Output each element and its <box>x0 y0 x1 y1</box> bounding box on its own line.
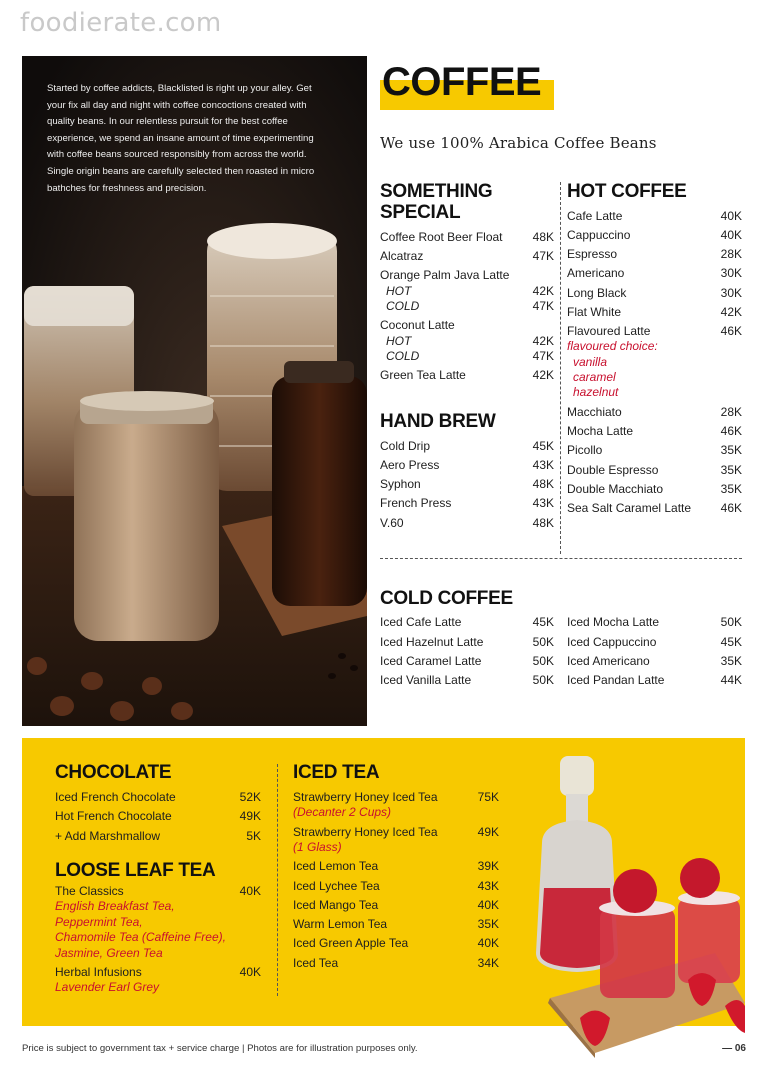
menu-item <box>380 672 554 688</box>
item-price: 43K <box>532 496 554 510</box>
intro-line: Started by coffee addicts, Blacklisted is right up your alley. Get <box>47 83 312 94</box>
chocolate-title: CHOCOLATE <box>55 762 172 783</box>
tea-note: (Decanter 2 Cups) <box>293 805 392 819</box>
item-price: 50K <box>720 615 742 629</box>
item-name: Warm Lemon Tea <box>293 917 388 931</box>
loose-leaf-tea-title: LOOSE LEAF TEA <box>55 860 216 881</box>
flavour-option: caramel <box>573 370 616 384</box>
item-price: 40K <box>720 209 742 223</box>
watermark: foodierate.com <box>20 8 222 38</box>
item-name: Double Espresso <box>567 463 659 477</box>
column-divider <box>277 764 278 996</box>
intro-line: with coffee beans sourced responsibly from across the world. <box>47 149 307 161</box>
variant-name: HOT <box>386 334 412 348</box>
item-price: 44K <box>720 673 742 687</box>
iced-tea-title: ICED TEA <box>293 762 380 783</box>
menu-item <box>567 208 742 224</box>
menu-item <box>293 955 499 971</box>
intro-paragraph <box>47 81 343 197</box>
item-name: Iced Tea <box>293 956 339 970</box>
item-price: 47K <box>532 349 554 363</box>
menu-item <box>380 248 554 264</box>
flavour-option: hazelnut <box>573 385 619 399</box>
menu-item <box>380 515 554 531</box>
item-name: Iced Caramel Latte <box>380 654 482 668</box>
menu-item <box>567 462 742 478</box>
menu-item <box>55 808 261 824</box>
coffee-photo-panel <box>22 56 367 726</box>
item-price: 35K <box>720 654 742 668</box>
item-name: Herbal Infusions <box>55 965 142 979</box>
menu-item <box>567 323 742 339</box>
item-name: Hot French Chocolate <box>55 809 172 823</box>
menu-item <box>567 672 742 688</box>
menu-item <box>567 481 742 497</box>
item-price: 45K <box>532 615 554 629</box>
menu-item <box>55 789 261 805</box>
menu-item <box>55 828 261 844</box>
item-name: + Add Marshmallow <box>55 829 161 843</box>
item-price: 40K <box>477 898 499 912</box>
item-price: 43K <box>532 458 554 472</box>
item-price: 30K <box>720 286 742 300</box>
item-price: 47K <box>532 299 554 313</box>
item-price: 43K <box>477 879 499 893</box>
item-name: The Classics <box>55 884 124 898</box>
footer-disclaimer: Price is subject to government tax + service charge | Photos are for illustration purposes only. <box>22 1043 418 1054</box>
item-name: Iced Mango Tea <box>293 898 379 912</box>
item-price: 35K <box>720 463 742 477</box>
menu-item <box>567 285 742 301</box>
item-name: Alcatraz <box>380 249 424 263</box>
item-price: 34K <box>477 956 499 970</box>
flavour-option: vanilla <box>573 355 608 369</box>
menu-item <box>567 404 742 420</box>
item-price: 52K <box>239 790 261 804</box>
item-name: Long Black <box>567 286 627 300</box>
menu-item <box>380 476 554 492</box>
coffee-title: COFFEE <box>382 60 542 104</box>
hot-coffee-title: HOT COFFEE <box>567 181 687 202</box>
item-name: Iced Hazelnut Latte <box>380 635 484 649</box>
menu-item <box>380 267 554 283</box>
item-name: Strawberry Honey Iced Tea <box>293 825 438 839</box>
menu-item <box>380 229 554 245</box>
menu-item <box>567 653 742 669</box>
item-name: Flat White <box>567 305 622 319</box>
iced-tea-illustration <box>520 748 745 1058</box>
menu-item <box>380 495 554 511</box>
section-divider <box>380 558 742 559</box>
menu-item-variant <box>380 298 554 314</box>
menu-item-variant <box>380 333 554 349</box>
item-name: Iced Lemon Tea <box>293 859 379 873</box>
item-name: Sea Salt Caramel Latte <box>567 501 692 515</box>
menu-item <box>380 317 554 333</box>
menu-item <box>293 878 499 894</box>
column-divider <box>560 182 561 554</box>
tea-note: Peppermint Tea, <box>55 915 143 929</box>
item-name: Syphon <box>380 477 421 491</box>
intro-line: quality beans. In our relentless pursuit for the best coffee <box>47 116 288 128</box>
menu-item-variant <box>380 348 554 364</box>
item-name: Iced Cafe Latte <box>380 615 462 629</box>
item-price: 50K <box>532 635 554 649</box>
item-price: 42K <box>532 368 554 382</box>
item-name: French Press <box>380 496 452 510</box>
intro-line: bathches for freshness and precision. <box>47 182 207 194</box>
item-price: 48K <box>532 230 554 244</box>
item-price: 50K <box>532 654 554 668</box>
item-name: Coffee Root Beer Float <box>380 230 503 244</box>
item-price: 45K <box>532 439 554 453</box>
item-name: V.60 <box>380 516 404 530</box>
tea-note: English Breakfast Tea, <box>55 899 175 913</box>
item-name: Macchiato <box>567 405 622 419</box>
menu-item <box>55 964 261 980</box>
item-price: 30K <box>720 266 742 280</box>
item-name: Americano <box>567 266 625 280</box>
item-price: 45K <box>720 635 742 649</box>
variant-name: COLD <box>386 299 420 313</box>
item-price: 48K <box>532 477 554 491</box>
variant-name: COLD <box>386 349 420 363</box>
tea-note: Lavender Earl Grey <box>55 980 160 994</box>
menu-item <box>567 423 742 439</box>
item-price: 75K <box>477 790 499 804</box>
menu-item <box>567 246 742 262</box>
menu-item <box>380 634 554 650</box>
menu-item <box>380 614 554 630</box>
menu-item <box>293 789 499 805</box>
menu-item <box>567 442 742 458</box>
item-price: 42K <box>720 305 742 319</box>
menu-item <box>380 457 554 473</box>
item-price: 40K <box>720 228 742 242</box>
hand-brew-title: HAND BREW <box>380 411 496 432</box>
menu-item <box>567 304 742 320</box>
menu-item <box>293 858 499 874</box>
item-name: Iced Vanilla Latte <box>380 673 472 687</box>
menu-item <box>567 634 742 650</box>
item-name: Iced Cappuccino <box>567 635 657 649</box>
tea-note: (1 Glass) <box>293 840 342 854</box>
title-line: SPECIAL <box>380 202 461 223</box>
menu-item <box>55 883 261 899</box>
item-name: Mocha Latte <box>567 424 634 438</box>
menu-item <box>567 227 742 243</box>
menu-item <box>567 614 742 630</box>
flavour-label: flavoured choice: <box>567 339 658 353</box>
menu-item <box>293 824 499 840</box>
item-name: Double Macchiato <box>567 482 664 496</box>
item-price: 46K <box>720 424 742 438</box>
item-name: Iced Lychee Tea <box>293 879 380 893</box>
item-price: 39K <box>477 859 499 873</box>
item-price: 35K <box>720 443 742 457</box>
item-name: Picollo <box>567 443 603 457</box>
page-number: — 06 <box>722 1043 746 1054</box>
item-name: Iced Americano <box>567 654 650 668</box>
item-price: 46K <box>720 501 742 515</box>
coffee-tagline: We use 100% Arabica Coffee Beans <box>380 134 657 152</box>
coffee-heading <box>380 62 554 110</box>
item-name: Green Tea Latte <box>380 368 466 382</box>
item-price: 46K <box>720 324 742 338</box>
item-name: Strawberry Honey Iced Tea <box>293 790 438 804</box>
item-name: Iced Pandan Latte <box>567 673 665 687</box>
item-price: 42K <box>532 284 554 298</box>
menu-item <box>380 438 554 454</box>
variant-name: HOT <box>386 284 412 298</box>
item-price: 40K <box>239 884 261 898</box>
item-price: 48K <box>532 516 554 530</box>
item-name: Iced French Chocolate <box>55 790 176 804</box>
item-name: Iced Mocha Latte <box>567 615 660 629</box>
item-name: Coconut Latte <box>380 318 455 332</box>
cold-coffee-title: COLD COFFEE <box>380 588 513 609</box>
item-name: Iced Green Apple Tea <box>293 936 409 950</box>
item-name: Cold Drip <box>380 439 431 453</box>
item-price: 49K <box>239 809 261 823</box>
item-name: Cafe Latte <box>567 209 623 223</box>
intro-line: Single origin beans are carefully selected then roasted in micro <box>47 165 315 177</box>
item-price: 42K <box>532 334 554 348</box>
menu-item <box>567 500 742 516</box>
title-line: SOMETHING <box>380 181 493 202</box>
item-name: Espresso <box>567 247 618 261</box>
menu-item <box>567 265 742 281</box>
item-price: 40K <box>239 965 261 979</box>
menu-item <box>293 916 499 932</box>
intro-line: your fix all day and night with coffee concoctions created with <box>47 99 307 111</box>
item-price: 35K <box>477 917 499 931</box>
menu-item <box>380 367 554 383</box>
tea-note: Jasmine, Green Tea <box>55 946 163 960</box>
item-name: Aero Press <box>380 458 440 472</box>
something-special-title <box>380 181 492 223</box>
intro-line: experience, we spend an insane amount of time experimenting <box>47 132 314 144</box>
tea-note: Chamomile Tea (Caffeine Free), <box>55 930 226 944</box>
item-name: Cappuccino <box>567 228 631 242</box>
menu-item <box>293 897 499 913</box>
item-price: 47K <box>532 249 554 263</box>
item-price: 5K <box>246 829 261 843</box>
menu-item <box>293 935 499 951</box>
item-price: 49K <box>477 825 499 839</box>
item-name: Flavoured Latte <box>567 324 651 338</box>
menu-item-variant <box>380 283 554 299</box>
item-price: 28K <box>720 247 742 261</box>
item-name: Orange Palm Java Latte <box>380 268 510 282</box>
menu-item <box>380 653 554 669</box>
item-price: 28K <box>720 405 742 419</box>
item-price: 35K <box>720 482 742 496</box>
item-price: 50K <box>532 673 554 687</box>
item-price: 40K <box>477 936 499 950</box>
